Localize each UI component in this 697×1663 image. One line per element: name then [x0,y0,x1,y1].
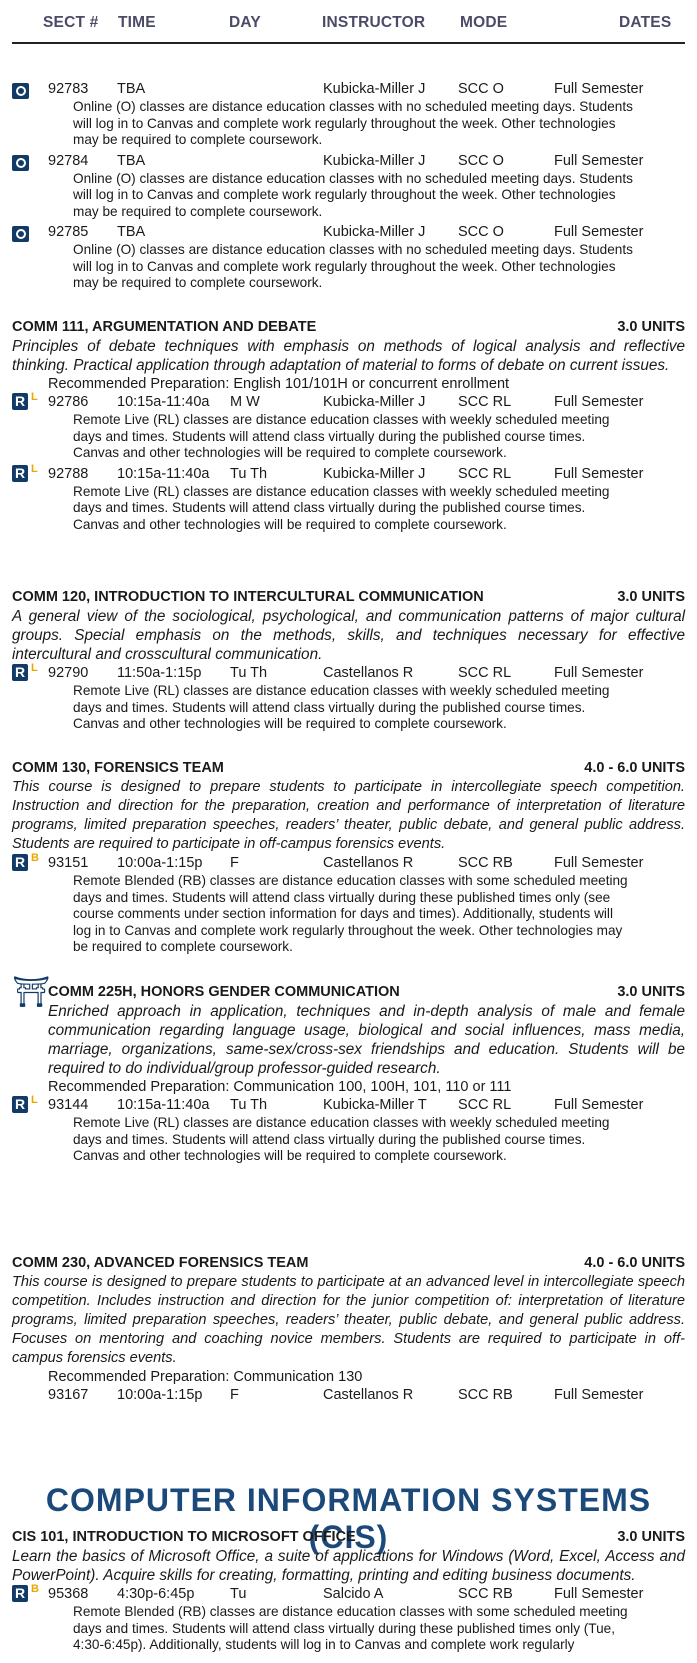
section-row: 93151 10:00a-1:15p F Castellanos R SCC RB Full Semester [48,855,644,871]
remote-blended-icon: R B [12,854,28,871]
section-note: Remote Blended (RB) classes are distance education classes with some scheduled meeting days and times. Students will attend class virtually during these published times only (see course comments under section information for days and times). Additionally, students will log in to Canvas and complete work regularly throughout the week. Other technologies may be required to complete coursework. [73,873,628,954]
section-note: Online (O) classes are distance education classes with no scheduled meeting days. Students will log in to Canvas and complete work regularly throughout the week. Other technologies may be required to complete coursework. [73,242,633,290]
recommended-prep: Recommended Preparation: English 101/101H or concurrent enrollment [48,376,510,392]
section-entry [12,393,685,462]
course-description: Principles of debate techniques with emphasis on methods of logical analysis and reflective thinking. Practical application through adaptation of material to forms of debate on current issues. [12,338,685,374]
course-description: Learn the basics of Microsoft Office, a suite of applications for Windows (Word, Excel, Access and PowerPoint). Acquire skills for creating, formatting, printing and editing business documents. [12,1548,685,1584]
section-row: 92786 10:15a-11:40a M W Kubicka-Miller J SCC RL Full Semester [48,394,644,410]
remote-live-icon: R L [12,393,28,410]
section-row: 92783 TBA Kubicka-Miller J SCC O Full Semester [48,81,644,97]
recommended-prep: Recommended Preparation: Communication 130 [48,1369,363,1385]
course-title: COMM 130, FORENSICS TEAM 4.0 - 6.0 UNITS [12,760,685,776]
course-units: 3.0 UNITS [617,589,685,605]
section-row: 93144 10:15a-11:40a Tu Th Kubicka-Miller T SCC RL Full Semester [48,1097,644,1113]
section-note: Remote Live (RL) classes are distance education classes with weekly scheduled meeting days and times. Students will attend class virtually during the published course times. Canvas and other technologies will be required to complete coursework. [73,483,610,532]
course-comm130 [12,759,685,959]
remote-live-icon: R L [12,465,28,482]
honors-torch-icon: ⛩ [12,976,51,1009]
section-row: 92790 11:50a-1:15p Tu Th Castellanos R SCC RL Full Semester [48,665,644,681]
recommended-prep: Recommended Preparation: Communication 100, 100H, 101, 110 or 111 [48,1079,512,1095]
section-note: Remote Live (RL) classes are distance education classes with weekly scheduled meeting days and times. Students will attend class virtually during the published course times. Canvas and other technologies will be required to complete coursework. [73,412,610,460]
section-note: Remote Live (RL) classes are distance education classes with weekly scheduled meeting days and times. Students will attend class virtually during the published course times. Canvas and other technologies will be required to complete coursework. [73,683,610,731]
course-comm225h [12,976,685,1168]
course-units: 3.0 UNITS [617,1529,685,1545]
section-entry [12,854,685,956]
course-title: COMM 230, ADVANCED FORENSICS TEAM 4.0 - 6.0 UNITS [12,1255,685,1271]
section-note: Online (O) classes are distance education classes with no scheduled meeting days. Students will log in to Canvas and complete work regularly throughout the week. Other technologies may be required to complete coursework. [73,170,633,219]
course-description: This course is designed to prepare students to participate in intercollegiate speech competition. Instruction and direction for the preparation, creation and performance of interpretation of literature programs, limited preparation speeches, readers’ theater, public debate, and general public address. Students are required to participate in off-campus forensics events. [12,779,685,852]
section-row: 92788 10:15a-11:40a Tu Th Kubicka-Miller J SCC RL Full Semester [48,465,644,482]
header-day: DAY [229,14,261,31]
course-cis101 [12,1528,685,1657]
course-title: COMM 111, ARGUMENTATION AND DEBATE 3.0 UNITS [12,319,685,335]
section-note: Remote Live (RL) classes are distance education classes with weekly scheduled meeting days and times. Students will attend class virtually during the published course times. Canvas and other technologies will be required to complete coursework. [73,1115,610,1163]
section-entry [12,664,685,733]
course-comm230 [12,1254,685,1405]
section-row: 92785 TBA Kubicka-Miller J SCC O Full Semester [48,224,644,240]
remote-live-icon: R L [12,1096,28,1113]
course-description: A general view of the sociological, psychological, and communication patterns of major cultural groups. Special emphasis on the methods, skills, and techniques necessary for effective intercultural and crosscultural communication. [12,608,685,663]
course-units: 4.0 - 6.0 UNITS [584,760,685,776]
course-units: 4.0 - 6.0 UNITS [584,1255,685,1271]
section-entry [12,152,685,221]
header-mode: MODE [460,14,508,31]
course-description: This course is designed to prepare students to participate at an advanced level in intercollegiate speech competition. Includes instruction and direction for the junior competition of: interpretation of literature programs, limited preparation speeches, readers’ theater, public debate, and general public address. Focuses on mentoring and coaching novice members. Students are required to participate in off-campus forensics events. [12,1274,685,1366]
section-row: 93167 10:00a-1:15p F Castellanos R SCC RB Full Semester [48,1387,644,1403]
header-sect: SECT # [43,14,99,31]
course-description: Enriched approach in application, techniques and in-depth analysis of male and female communication regarding language usage, biological and social influences, mass media, marriage, organizations, same-sex/cross-sex friendships and education. Students will be required to do individual/group professor-guided research. [48,1003,685,1077]
department-heading: COMPUTER INFORMATION SYSTEMS (CIS) [45,1482,652,1555]
section-row: 92784 TBA Kubicka-Miller J SCC O Full Semester [48,152,644,169]
header-instructor: INSTRUCTOR [322,14,426,31]
course-units: 3.0 UNITS [617,984,685,1000]
course-title: COMM 120, INTRODUCTION TO INTERCULTURAL COMMUNICATION 3.0 UNITS [12,589,685,605]
remote-live-icon: R L [12,664,28,681]
header-dates: DATES [619,14,672,31]
section-entry [12,80,685,149]
section-entry [12,223,685,292]
course-title: CIS 101, INTRODUCTION TO MICROSOFT OFFICE 3.0 UNITS [12,1529,685,1545]
section-entry [12,462,685,534]
section-entry [12,1096,685,1165]
remote-blended-icon: R B [12,1585,28,1602]
course-comm120 [12,588,685,736]
section-entry [12,1585,685,1654]
section-note: Remote Blended (RB) classes are distance education classes with some scheduled meeting days and times. Students will attend class virtually during these published times only (Tue, 4:30-6:45p). Additionally, students will log in to Canvas and complete work regularly [73,1604,628,1652]
section-note: Online (O) classes are distance education classes with no scheduled meeting days. Students will log in to Canvas and complete work regularly throughout the week. Other technologies may be required to complete coursework. [73,99,633,147]
online-section-list [12,80,685,295]
header-time: TIME [118,14,156,31]
course-title: COMM 225H, HONORS GENDER COMMUNICATION 3.0 UNITS [48,984,685,1000]
section-row: 95368 4:30p-6:45p Tu Salcido A SCC RB Full Semester [48,1586,644,1602]
course-units: 3.0 UNITS [617,319,685,335]
column-header [12,0,685,44]
course-comm111 [12,318,685,536]
